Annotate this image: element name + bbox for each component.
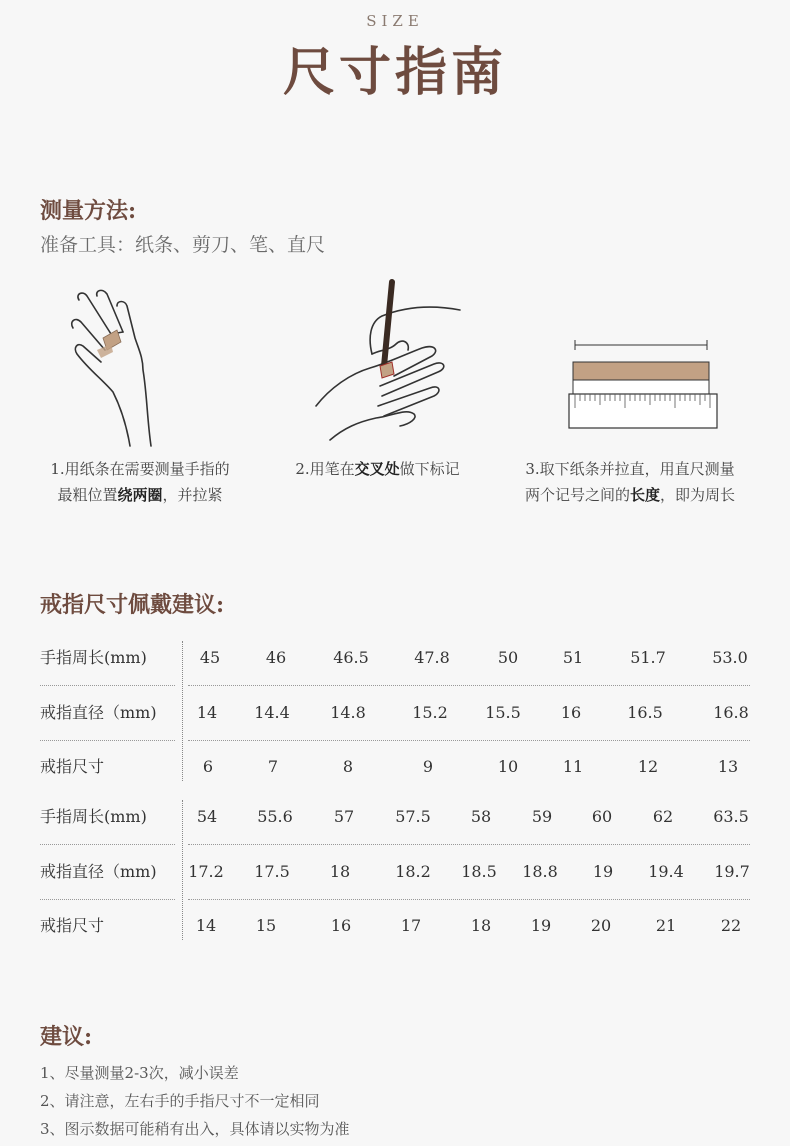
table-cell: 17.5 [254, 862, 290, 881]
table-cell: 14 [195, 916, 217, 935]
step-2-text: 2.用笔在 [295, 460, 355, 478]
table-cell: 59 [531, 807, 553, 826]
row-label: 手指周长(mm) [40, 648, 147, 667]
table-cell: 18 [470, 916, 492, 935]
size-table-2 [40, 792, 750, 952]
row-label: 手指周长(mm) [40, 807, 147, 826]
table-cell: 46.5 [333, 648, 369, 667]
step-1-text-end: ，并拉紧 [162, 486, 223, 504]
table-cell: 15 [255, 916, 277, 935]
table-cell: 16 [330, 916, 352, 935]
step-3-text: 两个记号之间的 [524, 486, 630, 504]
table-cell: 55.6 [257, 807, 293, 826]
table-cell: 9 [422, 757, 434, 776]
table-cell: 20 [590, 916, 612, 935]
row-divider [188, 685, 750, 686]
table-1-row-diameter [40, 688, 750, 738]
table-cell: 15.2 [412, 703, 448, 722]
table-cell: 7 [267, 757, 279, 776]
table-cell: 45 [199, 648, 221, 667]
table-cell: 46 [265, 648, 287, 667]
table-cell: 17 [400, 916, 422, 935]
table-cell: 58 [470, 807, 492, 826]
table-cell: 14 [196, 703, 218, 722]
step-2-caption [275, 456, 480, 482]
table-cell: 57.5 [395, 807, 431, 826]
step-1-text: 最粗位置 [57, 486, 118, 504]
table-cell: 51.7 [630, 648, 666, 667]
table-cell: 60 [591, 807, 613, 826]
table-cell: 47.8 [414, 648, 450, 667]
table-cell: 19.4 [648, 862, 684, 881]
step-1-line-1: 1.用纸条在需要测量手指的 [50, 460, 230, 478]
table-cell: 16.8 [713, 703, 749, 722]
step-3-text-end: ，即为周长 [660, 486, 736, 504]
table-cell: 19 [530, 916, 552, 935]
row-divider [188, 740, 750, 741]
row-label: 戒指尺寸 [40, 916, 105, 935]
table-cell: 19.7 [714, 862, 750, 881]
row-divider [40, 740, 175, 741]
advice-title: 建议: [40, 1024, 93, 1050]
method-title: 测量方法: [40, 198, 137, 224]
hand-wrap-illustration [55, 288, 165, 453]
tools-text: 准备工具：纸条、剪刀、笔、直尺 [40, 234, 326, 256]
step-3-line-1: 3.取下纸条并拉直，用直尺测量 [525, 460, 735, 478]
step-3-caption [500, 456, 760, 508]
step-2-emphasis: 交叉处 [354, 460, 400, 478]
table-cell: 18.8 [522, 862, 558, 881]
table-cell: 18 [329, 862, 351, 881]
table-cell: 10 [497, 757, 519, 776]
table-cell: 21 [655, 916, 677, 935]
table-cell: 14.8 [330, 703, 366, 722]
table-cell: 54 [196, 807, 218, 826]
table-cell: 63.5 [713, 807, 749, 826]
table-cell: 16 [560, 703, 582, 722]
table-cell: 16.5 [627, 703, 663, 722]
table-cell: 17.2 [188, 862, 224, 881]
table-cell: 14.4 [254, 703, 290, 722]
table-cell: 15.5 [485, 703, 521, 722]
table-cell: 19 [592, 862, 614, 881]
table-2-row-diameter [40, 847, 750, 897]
table-cell: 8 [342, 757, 354, 776]
table-1-row-circumference [40, 633, 750, 683]
table-2-row-size [40, 901, 750, 951]
pen-mark-illustration [310, 278, 470, 448]
row-label: 戒指直径（mm) [40, 862, 157, 881]
table-cell: 18.5 [461, 862, 497, 881]
table-cell: 57 [333, 807, 355, 826]
size-label: SIZE [366, 12, 424, 30]
row-label: 戒指直径（mm) [40, 703, 157, 722]
table-cell: 53.0 [712, 648, 748, 667]
table-cell: 62 [652, 807, 674, 826]
row-label: 戒指尺寸 [40, 757, 105, 776]
advice-item: 2、请注意，左右手的手指尺寸不一定相同 [40, 1092, 320, 1110]
table-cell: 50 [497, 648, 519, 667]
table-cell: 6 [202, 757, 214, 776]
step-2-text-end: 做下标记 [399, 460, 460, 478]
table-1-row-size [40, 742, 750, 792]
table-cell: 18.2 [395, 862, 431, 881]
row-divider [40, 899, 175, 900]
row-divider [188, 899, 750, 900]
table-cell: 13 [717, 757, 739, 776]
size-table-1 [40, 633, 750, 793]
advice-item: 1、尽量测量2-3次，减小误差 [40, 1064, 239, 1082]
row-divider [40, 685, 175, 686]
table-cell: 12 [637, 757, 659, 776]
step-1-caption [30, 456, 250, 508]
row-divider [188, 844, 750, 845]
table-cell: 51 [562, 648, 584, 667]
table-2-row-circumference [40, 792, 750, 842]
step-1-line-2 [30, 482, 250, 508]
table-cell: 22 [720, 916, 742, 935]
advice-item: 3、图示数据可能稍有出入，具体请以实物为准 [40, 1120, 350, 1138]
suggest-title: 戒指尺寸佩戴建议: [40, 592, 225, 618]
step-3-line-2 [500, 482, 760, 508]
row-divider [40, 844, 175, 845]
table-cell: 11 [562, 757, 584, 776]
step-2-line-1 [275, 456, 480, 482]
step-1-emphasis: 绕两圈 [117, 486, 163, 504]
page-title: 尺寸指南 [282, 42, 507, 103]
step-3-emphasis: 长度 [629, 486, 660, 504]
ruler-illustration [565, 335, 725, 435]
